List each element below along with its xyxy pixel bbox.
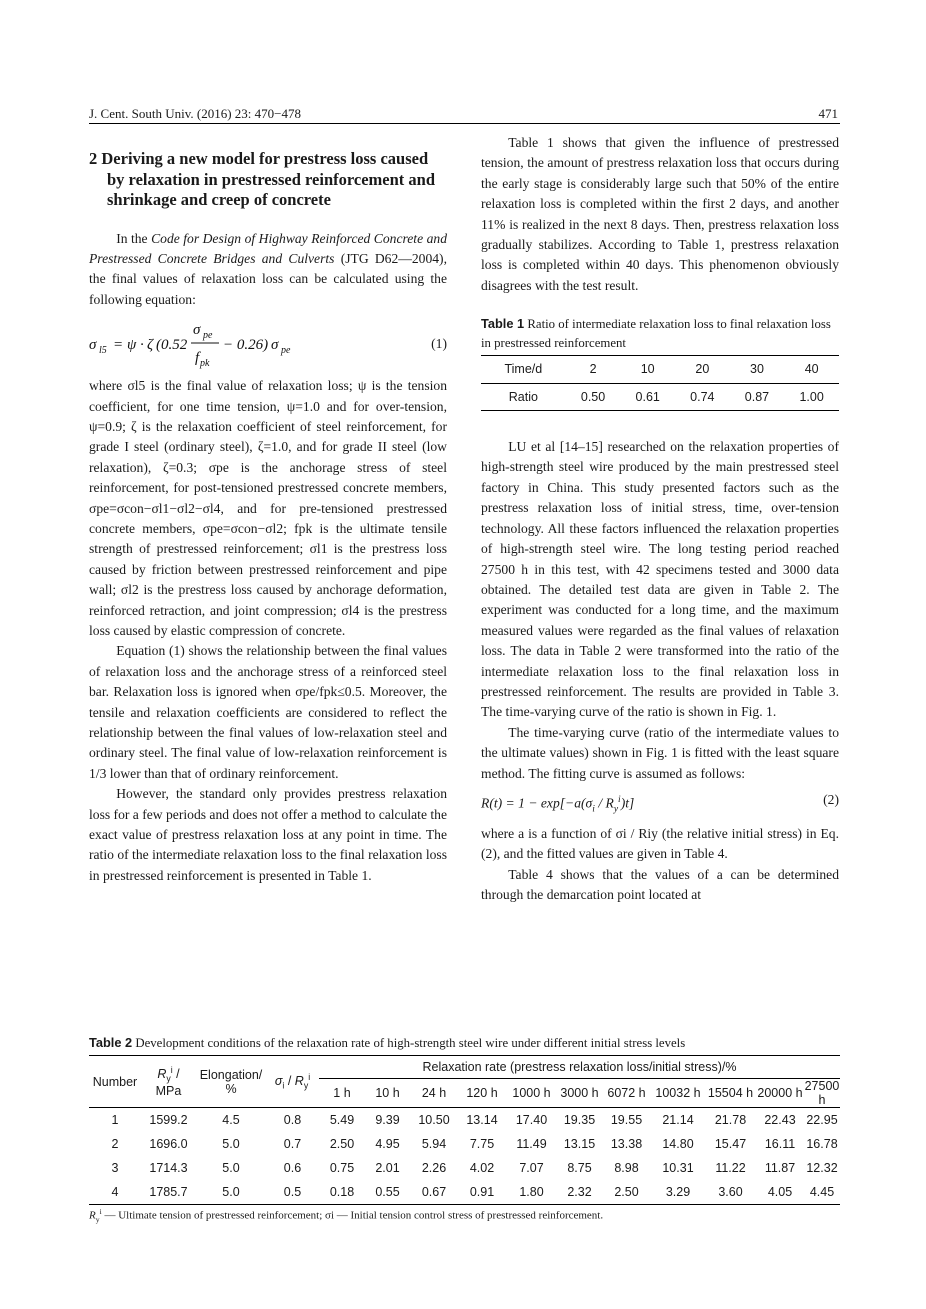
paragraph-fitting-method: The time-varying curve (ratio of the intermediate values to the ultimate values) shown in Fig. 1 is fitted with the least square method. The fitting curve is assumed as follows:	[481, 724, 839, 781]
table2-head-number: Number	[89, 1056, 141, 1108]
table2-footnote: $R_y^i$ — Ultimate tension of prestressed reinforcement; σi — Initial tension control stress of prestressed reinforcement.	[89, 1207, 604, 1224]
table1-label: Table 1	[481, 316, 525, 332]
svg-text:ψ: ψ	[127, 337, 137, 354]
table2-cell: 16.11	[764, 1137, 796, 1151]
table2-cell: 10.31	[662, 1161, 694, 1175]
svg-text:=: =	[113, 337, 124, 354]
equation-1	[89, 316, 447, 372]
table2-cell: 4.95	[375, 1137, 400, 1151]
table1-ratio-cell: 0.87	[730, 383, 785, 410]
table2-cell: 4.02	[469, 1161, 495, 1175]
table2-cell: 0.91	[458, 1180, 506, 1205]
left-column	[89, 133, 447, 886]
table2-cell: 5.94	[421, 1137, 447, 1151]
svg-text:(0.52: (0.52	[156, 337, 188, 354]
table2-cell: 5.0	[222, 1137, 240, 1151]
table1-ratio-row	[481, 383, 839, 410]
running-header-journal: J. Cent. South Univ. (2016) 23: 470−478	[89, 106, 301, 121]
paragraph-where-definitions: where σl5 is the final value of relaxation loss; ψ is the tension coefficient, for one time tension, ψ=1.0 and for over-tension, ψ=0.9; ζ is the relaxation coefficient of steel reinforcement, for grade I steel (ordinary steel), ζ=1.0, and for grade II steel (low relaxation), ζ=0.3; σpe is the anchorage stress of steel reinforcement, for post-tensioned prestressed concrete members, σpe=σcon−σl1−σl2−σl4, and for pre-tensioned prestressed concrete members, σpe=σcon−σl2; fpk is the ultimate tensile strength of prestressed reinforcement; σl1 is the prestress loss caused by friction between prestressed reinforcement and pipe wall; σl2 is the prestress loss caused by anchorage deformation, reinforced retraction, and joint compression; σl4 is the prestress loss caused by elastic compression of concrete.	[89, 378, 447, 638]
paragraph-table4-demarcation: Table 4 shows that the values of a can be determined through the demarcation point located at	[481, 866, 839, 903]
paragraph-standard-limitation: However, the standard only provides prestress relaxation loss for a few periods and does not offer a method to calculate the exact value of prestress relaxation loss at any point in time. The ratio of the intermediate relaxation loss to the final relaxation loss in prestressed reinforcement is presented in Table 1.	[89, 786, 447, 883]
svg-text:pk: pk	[200, 358, 210, 370]
table2-head-time: 1000 h	[506, 1079, 557, 1108]
table2-cell: 11.87	[764, 1161, 796, 1175]
table1-caption-text: Ratio of intermediate relaxation loss to final relaxation loss in prestressed reinforcement	[481, 317, 831, 351]
svg-text:ζ: ζ	[147, 337, 154, 354]
table2-cell: 2.26	[421, 1161, 447, 1175]
table2-cell: 3	[111, 1161, 119, 1175]
table2-cell: 21.14	[662, 1113, 694, 1127]
table2-cell: 0.8	[283, 1113, 302, 1127]
table2-cell: 0.18	[319, 1180, 365, 1205]
svg-text:σ: σ	[271, 337, 279, 354]
table1-time-cell: 2	[566, 356, 621, 383]
table2-row	[89, 1180, 840, 1205]
table2-cell: 13.38	[610, 1137, 643, 1151]
table2-cell: 1	[111, 1113, 119, 1127]
table2-cell: 4.45	[804, 1180, 840, 1205]
table2-cell: 0.6	[283, 1161, 302, 1175]
table1-ratio-head: Ratio	[481, 383, 566, 410]
table2-head-time: 120 h	[458, 1079, 506, 1108]
table2-cell: 7.75	[469, 1137, 495, 1151]
svg-text:σ: σ	[89, 337, 97, 354]
table2-cell: 2.32	[557, 1180, 602, 1205]
svg-text:l5: l5	[99, 345, 107, 357]
table1	[481, 355, 839, 411]
table1-ratio-cell: 0.61	[620, 383, 675, 410]
table1-ratio-cell: 1.00	[784, 383, 839, 410]
table2-head-relaxation-rate: Relaxation rate (prestress relaxation loss/initial stress)/%	[319, 1056, 840, 1079]
table1-time-head: Time/d	[481, 356, 566, 383]
table2-cell: 4.5	[222, 1113, 240, 1127]
table2-head-time: 10 h	[365, 1079, 410, 1108]
table2-cell: 0.7	[283, 1137, 302, 1151]
svg-text:pe: pe	[203, 330, 213, 342]
table2-header-row-1	[89, 1056, 840, 1079]
table2-cell: 21.78	[714, 1113, 747, 1127]
svg-text:σ: σ	[193, 322, 201, 339]
table1-time-cell: 40	[784, 356, 839, 383]
table2-row	[89, 1156, 840, 1180]
table2-cell: 9.39	[375, 1113, 400, 1127]
svg-text:− 0.26): − 0.26)	[223, 337, 269, 354]
table2-cell: 7.07	[519, 1161, 544, 1175]
table2-cell: 22.95	[806, 1113, 838, 1127]
svg-text:pe: pe	[281, 345, 291, 357]
table2-head-time: 27500 h	[804, 1079, 840, 1107]
table2-head-time: 6072 h	[602, 1079, 651, 1108]
table2-head-time: 24 h	[410, 1079, 458, 1108]
table2-cell: 15.47	[714, 1137, 747, 1151]
table2-cell: 1785.7	[141, 1180, 196, 1205]
table1-time-cell: 20	[675, 356, 730, 383]
table2-caption	[89, 1033, 840, 1053]
table2-caption-text: Development conditions of the relaxation rate of high-strength steel wire under different initial stress levels	[132, 1036, 686, 1050]
table2-cell: 0.55	[365, 1180, 410, 1205]
table1-time-cell: 30	[730, 356, 785, 383]
table1-caption	[481, 314, 839, 353]
table2-cell: 0.75	[329, 1161, 355, 1175]
table2-head-elongation: Elongation/ %	[196, 1056, 266, 1108]
svg-text:f: f	[195, 350, 200, 367]
table1-ratio-cell: 0.50	[566, 383, 621, 410]
table2-head-ry: $R_y^i$ / MPa	[141, 1056, 196, 1108]
table2-cell: 13.15	[563, 1137, 596, 1151]
table2-cell: 5.49	[329, 1113, 355, 1127]
table2-cell: 17.40	[515, 1113, 548, 1127]
table2-cell: 2.01	[375, 1161, 400, 1175]
section-heading: 2 Deriving a new model for prestress loss caused by relaxation in prestressed reinforcement and shrinkage and creep of concrete	[89, 149, 436, 209]
table2-cell: 16.78	[806, 1137, 838, 1151]
table2-cell: 14.80	[662, 1137, 694, 1151]
table2-cell: 11.22	[715, 1161, 746, 1175]
table2-cell: 8.75	[567, 1161, 592, 1175]
paragraph-code-tail: (JTG D62—2004), the final values of relaxation loss can be calculated using the following equation:	[89, 250, 447, 307]
table2-row	[89, 1108, 840, 1133]
equation-2	[481, 790, 839, 820]
table2-head-ry-unit: MPa	[155, 1083, 182, 1098]
table2-label: Table 2	[89, 1035, 133, 1050]
table2-cell: 12.32	[806, 1161, 838, 1175]
table1-ratio-cell: 0.74	[675, 383, 730, 410]
paragraph-lu-research: LU et al [14–15] researched on the relaxation properties of high-strength steel wire produced by the main prestressed steel factory in China. This study presented factors such as the prestress relaxation loss of initial stress, time, over-tension technology. All these factors influenced the relaxation properties of high-strength steel wire. The long testing period reached 27500 h in this test, with 42 specimens tested and 3000 data obtained. The detailed test data are given in Table 2. The experiment was conducted for a long time, and the maximum measured values were regarded as the final values of relaxation loss. The data in Table 2 were transformed into the ratio of the intermediate relaxation loss to the final relaxation loss in prestressed reinforcement. The results are provided in Table 3. The time-varying curve of the ratio is shown in Fig. 1.	[481, 439, 839, 720]
table2-cell: 1.80	[506, 1180, 557, 1205]
table2-cell: 5.0	[222, 1161, 240, 1175]
table2-cell: 1599.2	[149, 1113, 188, 1127]
table1-time-cell: 10	[620, 356, 675, 383]
table2-cell: 19.55	[610, 1113, 643, 1127]
table2-cell: 0.5	[266, 1180, 319, 1205]
table2-cell: 4.05	[756, 1180, 804, 1205]
svg-text:·: ·	[140, 337, 144, 354]
paragraph-function-a: where a is a function of σi / Riy (the relative initial stress) in Eq. (2), and the fitted values are given in Table 4.	[481, 825, 839, 862]
table1-time-row	[481, 356, 839, 383]
code-title: Code for Design of Highway Reinforced Concrete and Prestressed Concrete Bridges and Culverts	[89, 230, 447, 266]
paragraph-equation-relationship: Equation (1) shows the relationship between the final values of relaxation loss and the anchorage stress of a reinforced steel bar. Relaxation loss is ignored when σpe/fpk≤0.5. Moreover, the tensile and relaxation coefficients are considered to reflect the relationship between the final values of low-relaxation steel and ordinary steel. The final value of low-relaxation reinforcement is 1/3 lower than that of ordinary reinforcement.	[89, 643, 447, 781]
table2-cell: 13.14	[466, 1113, 498, 1127]
table2-row	[89, 1132, 840, 1156]
equation-2-number: (2)	[823, 791, 839, 807]
paragraph-table1-discussion: Table 1 shows that given the influence of prestressed tension, the amount of prestress relaxation loss that occurs during the early stage is considerably large such that 50% of the entire relaxation loss is completed within the first 2 days, and another 11% is realized in the next 8 days. Then, prestress relaxation loss gradually stabilizes. According to Table 1, prestress relaxation loss is completed within 40 days. This phenomenon obviously disagrees with the test result.	[481, 135, 839, 293]
table2-cell: 4	[89, 1180, 141, 1205]
table2-cell: 1696.0	[149, 1137, 188, 1151]
table2	[89, 1055, 840, 1205]
table2-head-stress-ratio: $\sigma_i / R_y^i$	[266, 1056, 319, 1108]
table2-cell: 0.67	[410, 1180, 458, 1205]
table2-footnote-text: — Ultimate tension of prestressed reinforcement; σi — Initial tension control stress of prestressed reinforcement.	[101, 1209, 604, 1222]
table2-cell: 5.0	[196, 1180, 266, 1205]
table2-block	[89, 1033, 840, 1224]
header-rule	[89, 123, 840, 124]
table2-head-time: 15504 h	[705, 1079, 756, 1108]
page-number: 471	[818, 106, 838, 121]
table2-head-time: 1 h	[319, 1079, 365, 1108]
equation-2-formula: $R(t) = 1 - \exp[-a(\sigma_i / R_y^i)t]$	[481, 794, 635, 815]
paragraph-code-reference	[89, 229, 447, 311]
table2-cell: 2.50	[329, 1137, 355, 1151]
table2-head-time: 10032 h	[651, 1079, 705, 1108]
right-column	[481, 133, 839, 906]
table2-head-time: 3000 h	[557, 1079, 602, 1108]
table2-cell: 3.29	[651, 1180, 705, 1205]
table2-head-time: 20000 h	[756, 1079, 804, 1108]
paragraph-code-lead: In the	[116, 230, 152, 246]
table2-cell: 8.98	[614, 1161, 639, 1175]
equation-1-formula	[89, 316, 389, 372]
table2-cell: 10.50	[418, 1113, 450, 1127]
table2-cell: 2	[111, 1137, 119, 1151]
table2-cell: 3.60	[705, 1180, 756, 1205]
table2-cell: 2.50	[602, 1180, 651, 1205]
table2-cell: 22.43	[764, 1113, 796, 1127]
equation-1-number: (1)	[431, 336, 447, 352]
table2-cell: 19.35	[563, 1113, 596, 1127]
table2-cell: 1714.3	[149, 1161, 188, 1175]
table2-cell: 11.49	[516, 1137, 547, 1151]
